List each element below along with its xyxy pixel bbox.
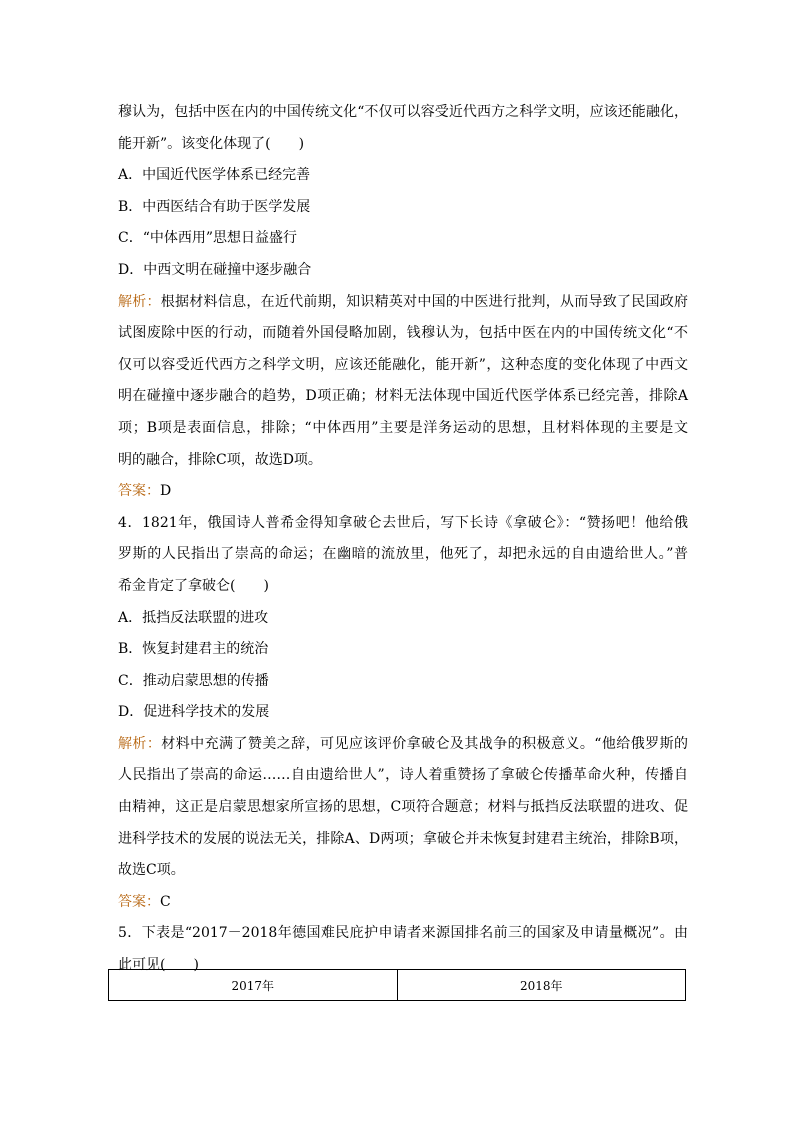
answer-value: C — [160, 893, 171, 910]
q4-option-d: D．促进科学技术的发展 — [118, 704, 270, 721]
q4-option-b: B．恢复封建君主的统治 — [118, 641, 269, 658]
q4-option-c: C．推动启蒙思想的传播 — [118, 672, 269, 689]
q4-analysis-line-4: 进科学技术的发展的说法无关，排除A、D两项；拿破仑并未恢复封建君主统治，排除B项， — [118, 830, 688, 847]
analysis-label: 解析： — [118, 735, 162, 752]
q4-analysis-line-5: 故选C项。 — [118, 862, 185, 879]
q3-stem-line-1: 穆认为，包括中医在内的中国传统文化“不仅可以容受近代西方之科学文明，应该还能融化， — [118, 104, 688, 120]
analysis-label: 解析： — [118, 293, 161, 310]
q4-analysis-line-1: 解析：材料中充满了赞美之辞，可见应该评价拿破仑及其战争的积极意义。“他给俄罗斯的 — [118, 735, 688, 752]
q4-analysis-line-3: 由精神，这正是启蒙思想家所宣扬的思想，C项符合题意；材料与抵挡反法联盟的进攻、促 — [118, 799, 688, 816]
answer-label: 答案： — [118, 893, 160, 910]
table-header-cell: 2018年 — [397, 970, 686, 1001]
q3-option-c: C．“中体西用”思想日益盛行 — [118, 230, 298, 247]
q3-analysis-line-1: 解析：根据材料信息，在近代前期，知识精英对中国的中医进行批判，从而导致了民国政府 — [118, 293, 689, 310]
q3-analysis-line-4: 明在碰撞中逐步融合的趋势，D项正确；材料无法体现中国近代医学体系已经完善，排除A — [118, 388, 688, 405]
q4-answer — [118, 887, 688, 919]
q3-analysis-line-6: 明的融合，排除C项，故选D项。 — [118, 451, 322, 468]
q4-stem-line-1: 4．1821年，俄国诗人普希金得知拿破仑去世后，写下长诗《拿破仑》：“赞扬吧！他给俄 — [118, 514, 688, 531]
q5-stem-line-1: 5．下表是“2017－2018年德国难民庇护申请者来源国排名前三的国家及申请量概况”。由 — [118, 925, 688, 942]
q3-analysis-line-5: 项；B项是表面信息，排除；“中体西用”主要是洋务运动的思想，且材料体现的主要是文 — [118, 419, 688, 436]
answer-label: 答案： — [118, 483, 160, 500]
document-page — [118, 97, 688, 982]
q4-stem-line-2: 罗斯的人民指出了崇高的命运；在幽暗的流放里，他死了，却把永远的自由遗给世人。”普 — [118, 546, 688, 563]
q3-option-d: D．中西文明在碰撞中逐步融合 — [118, 261, 312, 278]
table-header-cell: 2017年 — [109, 970, 398, 1001]
q3-analysis-line-2: 试图废除中医的行动，而随着外国侵略加剧，钱穆认为，包括中医在内的中国传统文化“不 — [118, 325, 688, 342]
q3-option-a: A．中国近代医学体系已经完善 — [118, 167, 311, 184]
answer-value: D — [160, 483, 172, 500]
q3-analysis-line-3: 仅可以容受近代西方之科学文明，应该还能融化，能开新”，这种态度的变化体现了中西文 — [118, 356, 688, 373]
q4-analysis-line-2: 人民指出了崇高的命运……自由遗给世人”，诗人着重赞扬了拿破仑传播革命火种，传播自 — [118, 767, 688, 784]
q4-stem-line-3: 希金肯定了拿破仑( ) — [118, 577, 269, 594]
table-header-row — [109, 970, 686, 1001]
q4-option-a: A．抵挡反法联盟的进攻 — [118, 609, 269, 626]
q5-data-table — [108, 969, 686, 1001]
q3-option-b: B．中西医结合有助于医学发展 — [118, 198, 311, 215]
q3-stem-line-2: 能开新”。该变化体现了( ) — [118, 135, 305, 152]
q5-stem-line-2: 此可见( ) — [118, 957, 199, 974]
q3-answer — [118, 476, 688, 508]
